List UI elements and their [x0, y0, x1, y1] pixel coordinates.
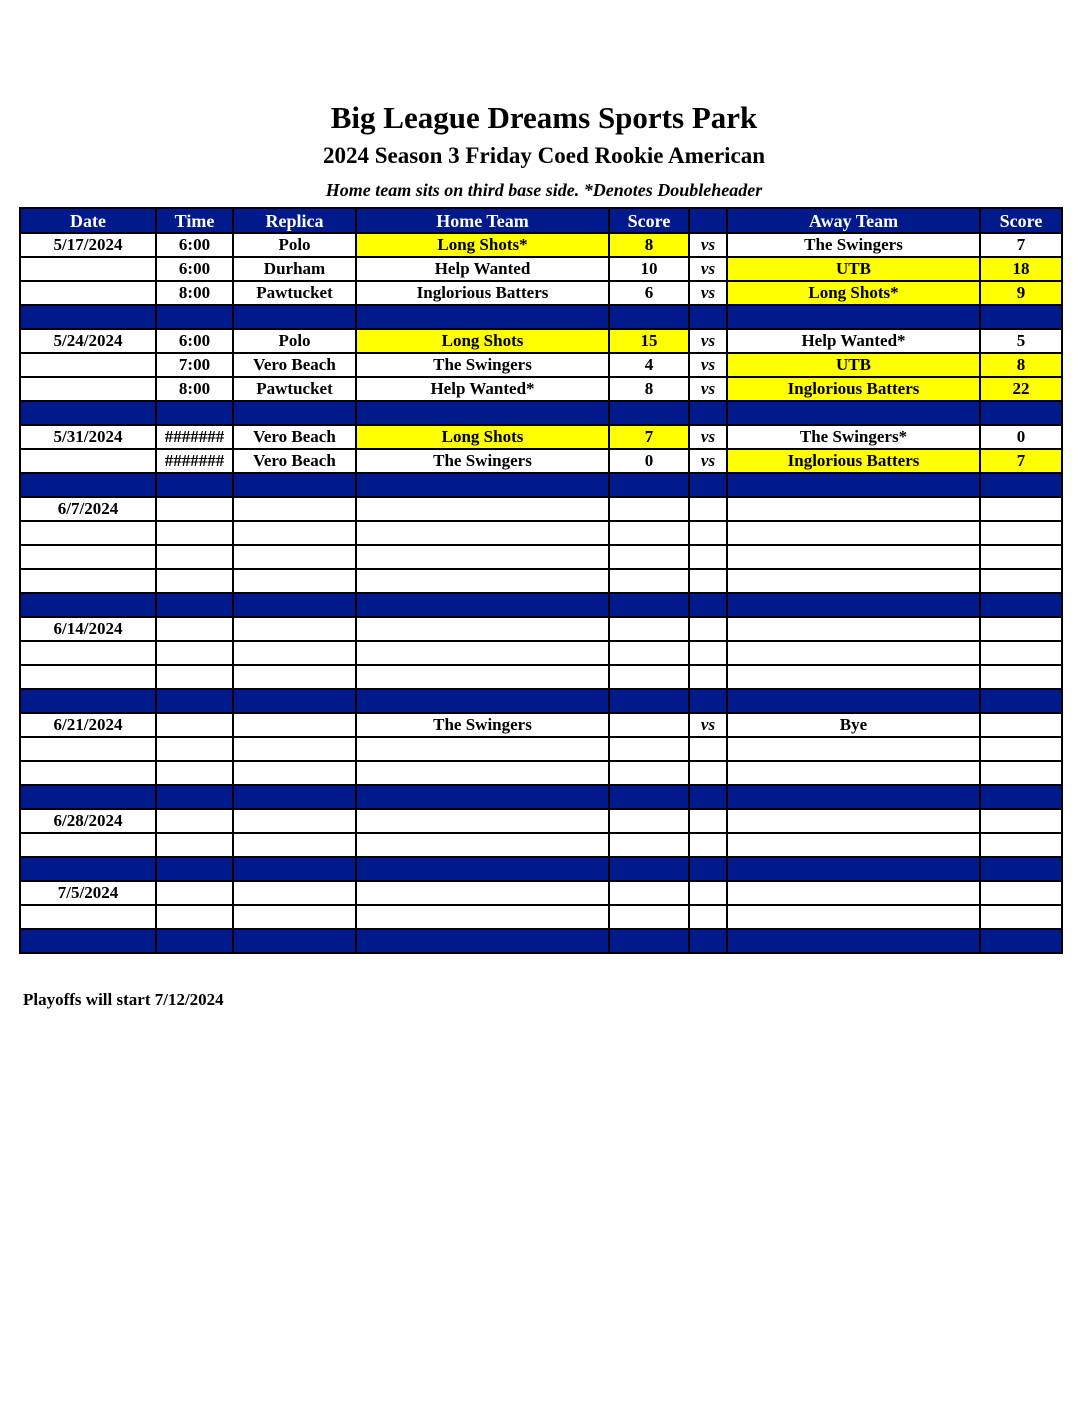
separator-cell — [356, 401, 609, 425]
week-date: 6/14/2024 — [20, 617, 156, 641]
schedule-body — [20, 233, 1062, 953]
away-team: The Swingers* — [727, 425, 980, 449]
home-score: 0 — [609, 449, 689, 473]
week-separator-row — [20, 689, 1062, 713]
home-score — [609, 761, 689, 785]
separator-cell — [609, 785, 689, 809]
home-team: Help Wanted* — [356, 377, 609, 401]
home-score — [609, 641, 689, 665]
game-time — [156, 881, 233, 905]
week-separator-row — [20, 473, 1062, 497]
vs-label — [689, 641, 727, 665]
game-time: 6:00 — [156, 329, 233, 353]
away-team — [727, 761, 980, 785]
date-cell-empty — [20, 353, 156, 377]
away-score: 22 — [980, 377, 1062, 401]
separator-cell — [609, 689, 689, 713]
vs-label — [689, 617, 727, 641]
away-score — [980, 545, 1062, 569]
home-score: 7 — [609, 425, 689, 449]
game-replica: Pawtucket — [233, 377, 356, 401]
separator-cell — [233, 473, 356, 497]
vs-label: vs — [689, 449, 727, 473]
date-cell-empty — [20, 449, 156, 473]
home-team — [356, 641, 609, 665]
home-score — [609, 881, 689, 905]
table-row — [20, 521, 1062, 545]
game-time — [156, 497, 233, 521]
col-home-team-header: Home Team — [356, 208, 609, 233]
game-time — [156, 569, 233, 593]
separator-cell — [20, 593, 156, 617]
table-row — [20, 545, 1062, 569]
separator-cell — [156, 929, 233, 953]
away-score — [980, 521, 1062, 545]
separator-cell — [727, 473, 980, 497]
home-score — [609, 497, 689, 521]
separator-cell — [20, 305, 156, 329]
table-row — [20, 281, 1062, 305]
game-time — [156, 905, 233, 929]
table-row — [20, 665, 1062, 689]
home-score: 6 — [609, 281, 689, 305]
away-team — [727, 641, 980, 665]
home-score: 10 — [609, 257, 689, 281]
date-cell-empty — [20, 281, 156, 305]
table-row — [20, 425, 1062, 449]
away-score — [980, 833, 1062, 857]
game-replica — [233, 809, 356, 833]
separator-cell — [980, 785, 1062, 809]
col-away-team-header: Away Team — [727, 208, 980, 233]
date-cell-empty — [20, 905, 156, 929]
game-replica: Vero Beach — [233, 449, 356, 473]
page-subtitle: 2024 Season 3 Friday Coed Rookie American — [322, 143, 766, 168]
week-date: 6/28/2024 — [20, 809, 156, 833]
game-replica — [233, 521, 356, 545]
game-replica: Polo — [233, 329, 356, 353]
separator-cell — [727, 929, 980, 953]
away-team — [727, 545, 980, 569]
game-replica — [233, 905, 356, 929]
week-date: 5/24/2024 — [20, 329, 156, 353]
separator-cell — [156, 689, 233, 713]
game-time — [156, 521, 233, 545]
game-replica — [233, 569, 356, 593]
table-row — [20, 905, 1062, 929]
game-time: ####### — [156, 425, 233, 449]
game-time — [156, 641, 233, 665]
away-score — [980, 665, 1062, 689]
separator-cell — [356, 305, 609, 329]
away-score: 7 — [980, 449, 1062, 473]
home-score — [609, 665, 689, 689]
away-score: 9 — [980, 281, 1062, 305]
home-team: The Swingers — [356, 713, 609, 737]
game-time: 6:00 — [156, 233, 233, 257]
vs-label — [689, 545, 727, 569]
away-score: 7 — [980, 233, 1062, 257]
table-row — [20, 833, 1062, 857]
game-replica: Polo — [233, 233, 356, 257]
vs-label: vs — [689, 257, 727, 281]
table-row — [20, 881, 1062, 905]
game-time — [156, 833, 233, 857]
game-replica — [233, 641, 356, 665]
away-team — [727, 497, 980, 521]
away-score — [980, 713, 1062, 737]
home-team: Long Shots* — [356, 233, 609, 257]
separator-cell — [727, 785, 980, 809]
week-separator-row — [20, 785, 1062, 809]
game-replica: Pawtucket — [233, 281, 356, 305]
vs-label: vs — [689, 425, 727, 449]
home-score: 15 — [609, 329, 689, 353]
home-team — [356, 521, 609, 545]
table-row — [20, 809, 1062, 833]
game-replica — [233, 545, 356, 569]
separator-cell — [609, 857, 689, 881]
date-cell-empty — [20, 257, 156, 281]
away-score — [980, 881, 1062, 905]
away-score — [980, 737, 1062, 761]
away-team — [727, 881, 980, 905]
away-score — [980, 905, 1062, 929]
home-team — [356, 665, 609, 689]
page-title: Big League Dreams Sports Park — [330, 100, 758, 135]
away-team: UTB — [727, 353, 980, 377]
vs-label: vs — [689, 233, 727, 257]
home-team — [356, 809, 609, 833]
game-replica — [233, 497, 356, 521]
separator-cell — [356, 857, 609, 881]
away-score — [980, 569, 1062, 593]
home-team — [356, 545, 609, 569]
separator-cell — [689, 593, 727, 617]
date-cell-empty — [20, 377, 156, 401]
week-date: 6/21/2024 — [20, 713, 156, 737]
home-team — [356, 833, 609, 857]
away-team: Inglorious Batters — [727, 449, 980, 473]
game-replica — [233, 665, 356, 689]
col-home-score-header: Score — [609, 208, 689, 233]
home-team: The Swingers — [356, 449, 609, 473]
away-team: Inglorious Batters — [727, 377, 980, 401]
table-row — [20, 569, 1062, 593]
separator-cell — [20, 929, 156, 953]
away-team — [727, 521, 980, 545]
vs-label — [689, 521, 727, 545]
date-cell-empty — [20, 521, 156, 545]
home-team: Long Shots — [356, 425, 609, 449]
away-score: 5 — [980, 329, 1062, 353]
separator-cell — [727, 857, 980, 881]
separator-cell — [233, 929, 356, 953]
home-score — [609, 521, 689, 545]
separator-cell — [233, 785, 356, 809]
separator-cell — [609, 401, 689, 425]
separator-cell — [20, 785, 156, 809]
col-time-header: Time — [156, 208, 233, 233]
table-row — [20, 737, 1062, 761]
week-separator-row — [20, 401, 1062, 425]
separator-cell — [156, 857, 233, 881]
separator-cell — [689, 305, 727, 329]
week-separator-row — [20, 857, 1062, 881]
game-time — [156, 737, 233, 761]
separator-cell — [689, 857, 727, 881]
separator-cell — [156, 401, 233, 425]
separator-cell — [356, 689, 609, 713]
away-team — [727, 569, 980, 593]
vs-label — [689, 497, 727, 521]
separator-cell — [727, 305, 980, 329]
week-date: 5/31/2024 — [20, 425, 156, 449]
game-time: 7:00 — [156, 353, 233, 377]
separator-cell — [609, 593, 689, 617]
table-row — [20, 449, 1062, 473]
vs-label: vs — [689, 329, 727, 353]
separator-cell — [156, 305, 233, 329]
separator-cell — [689, 689, 727, 713]
col-date-header: Date — [20, 208, 156, 233]
home-score — [609, 905, 689, 929]
away-team: The Swingers — [727, 233, 980, 257]
game-time: 8:00 — [156, 281, 233, 305]
date-cell-empty — [20, 833, 156, 857]
separator-cell — [20, 689, 156, 713]
vs-label — [689, 761, 727, 785]
away-team — [727, 665, 980, 689]
away-score — [980, 641, 1062, 665]
table-row — [20, 617, 1062, 641]
vs-label: vs — [689, 713, 727, 737]
game-time: 8:00 — [156, 377, 233, 401]
away-score — [980, 497, 1062, 521]
schedule-table — [19, 207, 1063, 954]
home-score — [609, 713, 689, 737]
game-replica — [233, 833, 356, 857]
week-date: 5/17/2024 — [20, 233, 156, 257]
schedule-note: Home team sits on third base side. *Denotes Doubleheader — [325, 180, 763, 200]
separator-cell — [20, 473, 156, 497]
home-score: 4 — [609, 353, 689, 377]
home-score — [609, 545, 689, 569]
vs-label — [689, 737, 727, 761]
separator-cell — [156, 473, 233, 497]
separator-cell — [233, 857, 356, 881]
week-separator-row — [20, 929, 1062, 953]
separator-cell — [727, 689, 980, 713]
home-team: Inglorious Batters — [356, 281, 609, 305]
home-team: Long Shots — [356, 329, 609, 353]
away-team — [727, 737, 980, 761]
away-team — [727, 617, 980, 641]
separator-cell — [20, 857, 156, 881]
separator-cell — [609, 929, 689, 953]
home-team: The Swingers — [356, 353, 609, 377]
separator-cell — [156, 785, 233, 809]
table-row — [20, 329, 1062, 353]
game-replica: Vero Beach — [233, 425, 356, 449]
separator-cell — [356, 929, 609, 953]
separator-cell — [233, 401, 356, 425]
home-score: 8 — [609, 233, 689, 257]
home-score — [609, 569, 689, 593]
away-team: Bye — [727, 713, 980, 737]
home-score — [609, 737, 689, 761]
away-score — [980, 617, 1062, 641]
away-team: UTB — [727, 257, 980, 281]
away-team — [727, 833, 980, 857]
separator-cell — [609, 305, 689, 329]
game-time: 6:00 — [156, 257, 233, 281]
week-date: 7/5/2024 — [20, 881, 156, 905]
separator-cell — [356, 473, 609, 497]
away-score: 18 — [980, 257, 1062, 281]
home-score: 8 — [609, 377, 689, 401]
date-cell-empty — [20, 545, 156, 569]
table-row — [20, 353, 1062, 377]
home-team — [356, 497, 609, 521]
home-score — [609, 833, 689, 857]
vs-label: vs — [689, 353, 727, 377]
away-team: Help Wanted* — [727, 329, 980, 353]
separator-cell — [980, 857, 1062, 881]
vs-label — [689, 833, 727, 857]
home-team — [356, 905, 609, 929]
separator-cell — [356, 593, 609, 617]
game-replica: Vero Beach — [233, 353, 356, 377]
away-score — [980, 761, 1062, 785]
home-team — [356, 737, 609, 761]
away-team — [727, 905, 980, 929]
separator-cell — [233, 593, 356, 617]
date-cell-empty — [20, 665, 156, 689]
week-separator-row — [20, 593, 1062, 617]
col-vs-header — [689, 208, 727, 233]
table-row — [20, 233, 1062, 257]
separator-cell — [689, 473, 727, 497]
week-separator-row — [20, 305, 1062, 329]
date-cell-empty — [20, 761, 156, 785]
vs-label — [689, 809, 727, 833]
game-time — [156, 665, 233, 689]
separator-cell — [980, 305, 1062, 329]
playoffs-note: Playoffs will start 7/12/2024 — [23, 990, 224, 1009]
game-replica — [233, 761, 356, 785]
home-score — [609, 617, 689, 641]
game-replica — [233, 713, 356, 737]
vs-label — [689, 881, 727, 905]
away-score: 0 — [980, 425, 1062, 449]
separator-cell — [233, 689, 356, 713]
game-time: ####### — [156, 449, 233, 473]
table-row — [20, 641, 1062, 665]
separator-cell — [233, 305, 356, 329]
vs-label: vs — [689, 377, 727, 401]
home-team — [356, 617, 609, 641]
separator-cell — [980, 593, 1062, 617]
separator-cell — [727, 593, 980, 617]
home-score — [609, 809, 689, 833]
table-row — [20, 257, 1062, 281]
home-team — [356, 569, 609, 593]
away-score — [980, 809, 1062, 833]
table-row — [20, 377, 1062, 401]
separator-cell — [156, 593, 233, 617]
game-replica — [233, 881, 356, 905]
game-time — [156, 809, 233, 833]
table-row — [20, 761, 1062, 785]
separator-cell — [980, 689, 1062, 713]
game-time — [156, 545, 233, 569]
away-team: Long Shots* — [727, 281, 980, 305]
vs-label — [689, 569, 727, 593]
separator-cell — [689, 785, 727, 809]
game-time — [156, 761, 233, 785]
col-replica-header: Replica — [233, 208, 356, 233]
separator-cell — [980, 929, 1062, 953]
away-score: 8 — [980, 353, 1062, 377]
date-cell-empty — [20, 737, 156, 761]
separator-cell — [689, 929, 727, 953]
vs-label: vs — [689, 281, 727, 305]
header-row — [20, 208, 1062, 233]
away-team — [727, 809, 980, 833]
vs-label — [689, 665, 727, 689]
table-row — [20, 713, 1062, 737]
separator-cell — [609, 473, 689, 497]
home-team — [356, 761, 609, 785]
home-team: Help Wanted — [356, 257, 609, 281]
game-replica: Durham — [233, 257, 356, 281]
game-time — [156, 713, 233, 737]
col-away-score-header: Score — [980, 208, 1062, 233]
table-row — [20, 497, 1062, 521]
home-team — [356, 881, 609, 905]
game-replica — [233, 737, 356, 761]
game-time — [156, 617, 233, 641]
game-replica — [233, 617, 356, 641]
week-date: 6/7/2024 — [20, 497, 156, 521]
date-cell-empty — [20, 569, 156, 593]
date-cell-empty — [20, 641, 156, 665]
separator-cell — [980, 401, 1062, 425]
separator-cell — [20, 401, 156, 425]
separator-cell — [689, 401, 727, 425]
separator-cell — [356, 785, 609, 809]
separator-cell — [980, 473, 1062, 497]
vs-label — [689, 905, 727, 929]
separator-cell — [727, 401, 980, 425]
